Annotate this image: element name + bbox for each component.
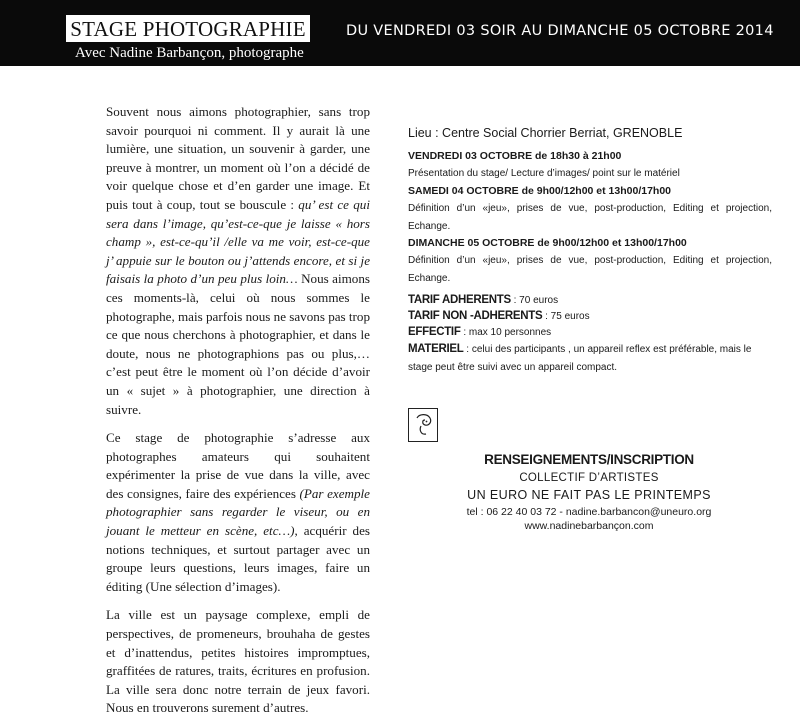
paragraph-italic: (Par exemple photographier sans regarder le viseur, ou en jouant le metteur en scène, etc…)	[106, 485, 370, 539]
description-column	[106, 103, 370, 728]
tarif-adherents	[408, 294, 558, 306]
info-value: : max 10 personnes	[460, 327, 552, 338]
contact-collectif: COLLECTIF D’ARTISTES	[519, 472, 659, 484]
collective-logo-icon	[408, 408, 438, 442]
info-label: MATERIEL	[408, 343, 464, 355]
contact-organization: UN EURO NE FAIT PAS LE PRINTEMPS	[467, 488, 711, 502]
contact-phone-email: tel : 06 22 40 03 72 - nadine.barbancon@uneuro.org	[466, 506, 712, 518]
info-value: : 75 euros	[542, 311, 590, 322]
tarif-non-adherents	[408, 310, 590, 322]
info-label: EFFECTIF	[408, 326, 461, 338]
schedule-day3-heading: DIMANCHE 05 OCTOBRE de 9h00/12h00 et 13h00/17h00	[408, 237, 687, 249]
paragraph-text: Ce stage de photographie s’adresse aux photographes amateurs qui souhaitent expérimenter la prise de vue dans la ville, avec des consignes, faire des expériences	[106, 430, 370, 501]
schedule-day3-text: Définition d’un «jeu», prises de vue, post-production, Editing et projection, Echange.	[408, 255, 772, 284]
paragraph-italic: qu’ est ce qui sera dans l’image, qu’est-ce-que je laisse « hors champ », est-ce-qu’il /elle va me voir, est-ce-que j’ appuie sur le bouton ou j’attends encore, et si je faisais la photo d’un peu plus loin…	[106, 196, 370, 287]
paragraph-text: Souvent nous aimons photographier, sans trop savoir pourquoi ni comment. Il y aurait là une lumière, une situation, un souvenir à garder, une preuve à montrer, un moment où l’on a décidé de voir quelque chose et d’en garder une image. Et puis tout à coup, tout se bouscule :	[106, 104, 370, 212]
location: Lieu : Centre Social Chorrier Berriat, GRENOBLE	[408, 126, 683, 140]
paragraph-audience	[106, 429, 370, 596]
schedule-day1-heading: VENDREDI 03 OCTOBRE de 18h30 à 21h00	[408, 150, 622, 162]
schedule-day1-text: Présentation du stage/ Lecture d’images/ point sur le matériel	[408, 168, 680, 179]
paragraph-text: , acquérir des notions techniques, et surtout partager avec un groupe leurs questions, leurs images, faire un éditing (Une sélection d’images).	[106, 523, 370, 594]
contact-title: RENSEIGNEMENTS/INSCRIPTION	[484, 452, 694, 467]
info-value: : 70 euros	[510, 295, 559, 306]
page-title: STAGE PHOTOGRAPHIE	[70, 17, 306, 41]
materiel	[408, 341, 772, 376]
paragraph-city: La ville est un paysage complexe, empli de perspectives, de promeneurs, brouhaha de gestes et d’inattendus, petites histoires impromptues, graffitées de ratures, traits, écritures en profusion. La ville sera donc notre terrain de jeux favori. Nous en trouverons surement d’autres.	[106, 607, 370, 716]
page-subtitle: Avec Nadine Barbançon, photographe	[75, 45, 304, 61]
paragraph-text: Nous aimons ces moments-là, celui où nous sommes le photographe, mais parfois nous ne savons pas trop ce que nous cherchons à photographier, et dans le doute, nous ne photographions pas ou plus,… c’est peut être le moment où l’on décide d’avoir un « sujet » à photographier, une direction à suivre.	[106, 271, 371, 417]
schedule-day2-heading: SAMEDI 04 OCTOBRE de 9h00/12h00 et 13h00/17h00	[408, 185, 672, 197]
schedule-day2-text: Définition d’un «jeu», prises de vue, post-production, Editing et projection, Echange.	[408, 203, 772, 232]
contact-website: www.nadinebarbançon.com	[524, 520, 654, 532]
paragraph-intro	[106, 103, 370, 419]
contact-block	[408, 450, 770, 534]
info-value: : celui des participants , un appareil reflex est préférable, mais le stage peut être suivi avec un appareil compact.	[408, 344, 752, 373]
event-dates: DU VENDREDI 03 SOIR AU DIMANCHE 05 OCTOBRE 2014	[346, 23, 774, 39]
title-box	[66, 15, 310, 42]
effectif	[408, 326, 551, 338]
info-label: TARIF ADHERENTS	[408, 294, 511, 306]
info-label: TARIF NON -ADHERENTS	[408, 310, 543, 322]
